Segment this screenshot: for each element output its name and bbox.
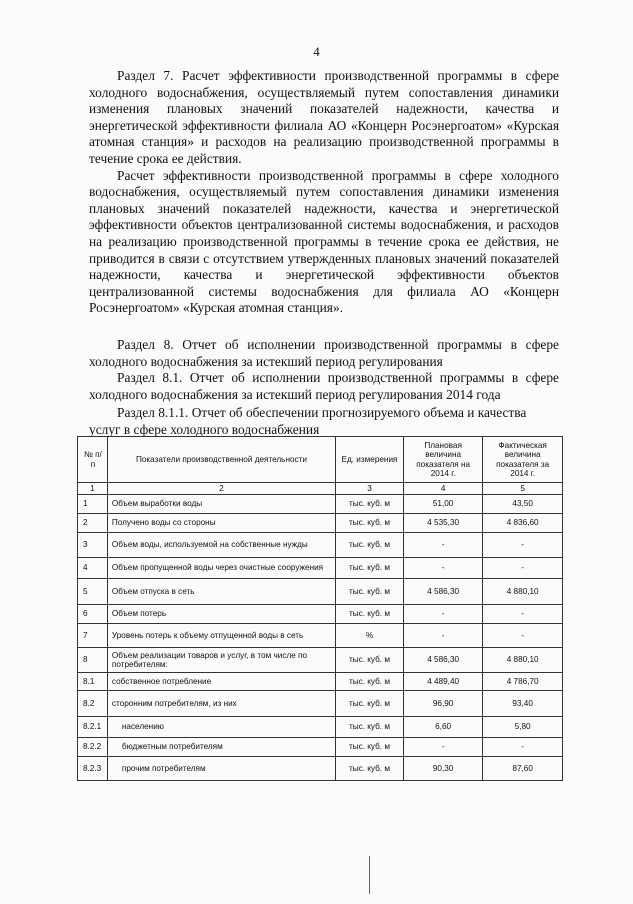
column-number: 3: [336, 483, 404, 495]
plan-value-cell: 96,90: [403, 691, 482, 717]
row-number-cell: 8: [78, 648, 108, 673]
section-8-heading: Раздел 8. Отчет об исполнении производственной программы в сфере холодного водоснабжения за истекший период регулирования: [89, 336, 559, 369]
fact-value-cell: -: [483, 624, 563, 648]
plan-value-cell: -: [403, 738, 482, 757]
scan-mark: [369, 856, 370, 894]
fact-value-cell: 4 880,10: [483, 579, 563, 605]
plan-value-cell: -: [403, 605, 482, 624]
indicator-cell: Объем выработки воды: [107, 495, 335, 514]
table-row: [78, 624, 563, 648]
indicator-cell: Уровень потерь к объему отпущенной воды в сеть: [107, 624, 335, 648]
plan-value-cell: 4 586,30: [403, 648, 482, 673]
indicator-cell: бюджетным потребителям: [107, 738, 335, 757]
indicator-cell: Объем потерь: [107, 605, 335, 624]
fact-value-cell: 4 836,60: [483, 514, 563, 533]
row-number-cell: 8.1: [78, 673, 108, 691]
column-number: 1: [78, 483, 108, 495]
table-row: [78, 691, 563, 717]
section-7-paragraph: Раздел 7. Расчет эффективности производственной программы в сфере холодного водоснабжения, осуществляемый путем сопоставления динамики изменения плановых значений показателей надежности, качества и энергетической эффективности филиала АО «Концерн Росэнергоатом» «Курская атомная станция» и расходов на реализацию производственной программы в течение срока ее действия.: [89, 68, 559, 166]
fact-value-cell: 4 786,70: [483, 673, 563, 691]
section-8-1-1-heading: Раздел 8.1.1. Отчет об обеспечении прогнозируемого объема и качества услуг в сфере холодного водоснабжения: [89, 405, 527, 437]
document-body: [89, 68, 559, 438]
table-body: [78, 495, 563, 781]
unit-cell: тыс. куб. м: [336, 605, 404, 624]
unit-cell: тыс. куб. м: [336, 648, 404, 673]
fact-value-cell: 5,80: [483, 717, 563, 738]
header-indicator: Показатели производственной деятельности: [107, 437, 335, 483]
row-number-cell: 7: [78, 624, 108, 648]
unit-cell: тыс. куб. м: [336, 691, 404, 717]
plan-value-cell: -: [403, 624, 482, 648]
table-row: [78, 605, 563, 624]
table-row: [78, 495, 563, 514]
indicator-cell: Объем отпуска в сеть: [107, 579, 335, 605]
row-number-cell: 8.2.2: [78, 738, 108, 757]
calculation-paragraph: Расчет эффективности производственной программы в сфере холодного водоснабжения, осуществляемый путем сопоставления динамики изменения плановых значений показателей надежности, качества и энергетической эффективности объектов централизованной системы водоснабжения, и расходов на реализацию производственной программы в течение срока ее действия, не приводится в связи с отсутствием утвержденных плановых значений показателей надежности, качества и энергетической эффективности объектов централизованной системы водоснабжения для филиала АО «Концерн Росэнергоатом» «Курская атомная станция».: [89, 167, 559, 316]
plan-value-cell: -: [403, 558, 482, 579]
table-row: [78, 514, 563, 533]
header-unit: Ед. измерения: [336, 437, 404, 483]
row-number-cell: 1: [78, 495, 108, 514]
unit-cell: тыс. куб. м: [336, 495, 404, 514]
table-row: [78, 648, 563, 673]
unit-cell: тыс. куб. м: [336, 533, 404, 558]
indicator-cell: населению: [107, 717, 335, 738]
table-header-row: [78, 437, 563, 483]
table-row: [78, 757, 563, 781]
indicator-cell: Объем реализации товаров и услуг, в том числе по потребителям:: [107, 648, 335, 673]
page-number: 4: [313, 44, 320, 59]
indicator-cell: Объем воды, используемой на собственные нужды: [107, 533, 335, 558]
fact-value-cell: 93,40: [483, 691, 563, 717]
fact-value-cell: 43,50: [483, 495, 563, 514]
plan-value-cell: 4 489,40: [403, 673, 482, 691]
row-number-cell: 6: [78, 605, 108, 624]
unit-cell: тыс. куб. м: [336, 579, 404, 605]
column-number: 5: [483, 483, 563, 495]
row-number-cell: 5: [78, 579, 108, 605]
indicator-cell: сторонним потребителям, из них: [107, 691, 335, 717]
fact-value-cell: -: [483, 533, 563, 558]
table-row: [78, 717, 563, 738]
plan-value-cell: 90,30: [403, 757, 482, 781]
unit-cell: тыс. куб. м: [336, 673, 404, 691]
table-row: [78, 738, 563, 757]
unit-cell: тыс. куб. м: [336, 738, 404, 757]
section-8-1-heading: Раздел 8.1. Отчет об исполнении производственной программы в сфере холодного водоснабжения за истекший период регулирования 2014 года: [89, 370, 559, 402]
plan-value-cell: 51,00: [403, 495, 482, 514]
fact-value-cell: -: [483, 558, 563, 579]
unit-cell: тыс. куб. м: [336, 717, 404, 738]
plan-value-cell: 4 535,30: [403, 514, 482, 533]
table-column-numbers: [78, 483, 563, 495]
fact-value-cell: -: [483, 605, 563, 624]
column-number: 4: [403, 483, 482, 495]
indicator-cell: прочим потребителям: [107, 757, 335, 781]
fact-value-cell: -: [483, 738, 563, 757]
plan-value-cell: 6,60: [403, 717, 482, 738]
plan-value-cell: 4 586,30: [403, 579, 482, 605]
indicator-cell: Получено воды со стороны: [107, 514, 335, 533]
header-number: № п/п: [78, 437, 108, 483]
fact-value-cell: 87,60: [483, 757, 563, 781]
unit-cell: %: [336, 624, 404, 648]
table-row: [78, 558, 563, 579]
row-number-cell: 8.2.3: [78, 757, 108, 781]
row-number-cell: 8.2: [78, 691, 108, 717]
table-row: [78, 533, 563, 558]
unit-cell: тыс. куб. м: [336, 558, 404, 579]
column-number: 2: [107, 483, 335, 495]
indicator-cell: собственное потребление: [107, 673, 335, 691]
plan-value-cell: -: [403, 533, 482, 558]
row-number-cell: 4: [78, 558, 108, 579]
row-number-cell: 8.2.1: [78, 717, 108, 738]
spacer: [89, 317, 559, 337]
indicator-cell: Объем пропущенной воды через очистные сооружения: [107, 558, 335, 579]
row-number-cell: 2: [78, 514, 108, 533]
fact-value-cell: 4 880,10: [483, 648, 563, 673]
table-row: [78, 579, 563, 605]
row-number-cell: 3: [78, 533, 108, 558]
header-fact: Фактическая величина показателя за 2014 г.: [483, 437, 563, 483]
table-row: [78, 673, 563, 691]
unit-cell: тыс. куб. м: [336, 514, 404, 533]
unit-cell: тыс. куб. м: [336, 757, 404, 781]
header-plan: Плановая величина показателя на 2014 г.: [403, 437, 482, 483]
production-report-table: [77, 436, 563, 781]
